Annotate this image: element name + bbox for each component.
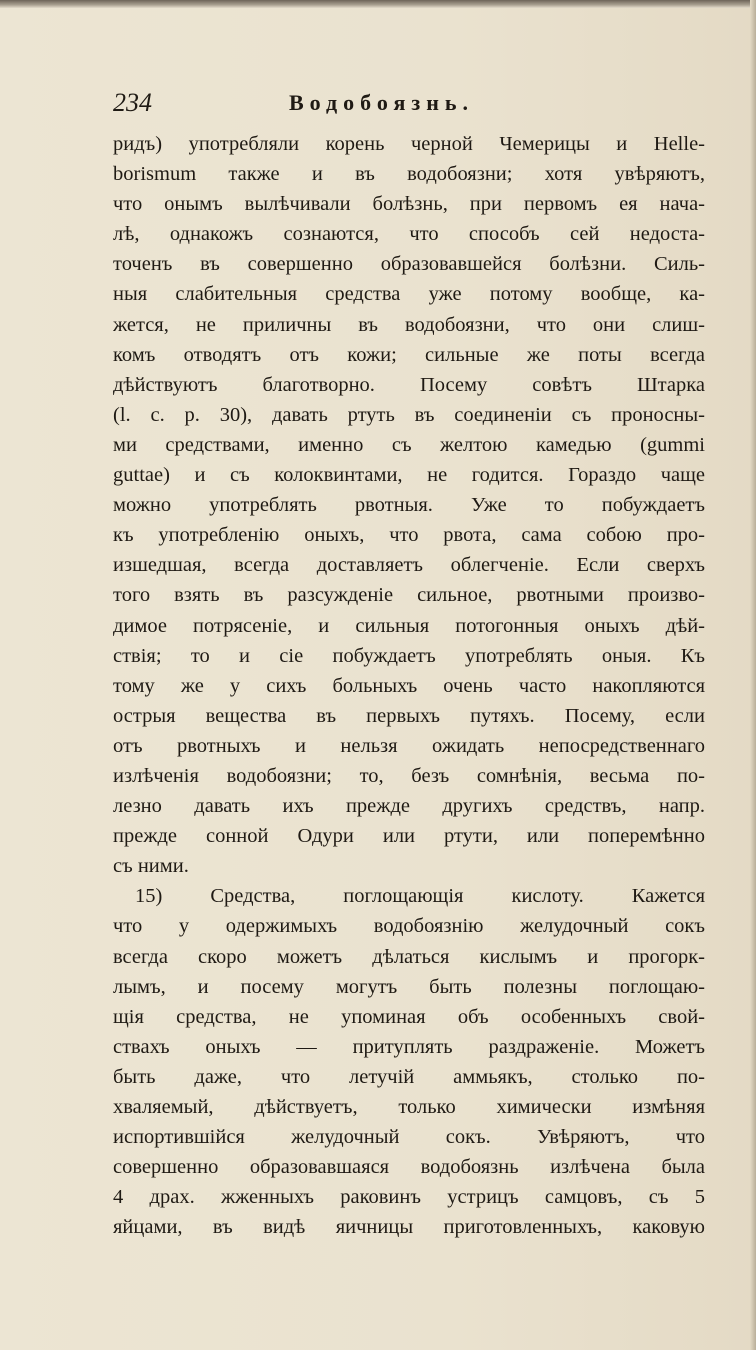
text-line: borismum также и въ водобоязни; хотя увѣряютъ,: [113, 163, 705, 186]
text-line: guttae) и съ колоквинтами, не годится. Гораздо чаще: [113, 464, 705, 487]
text-line: совершенно образовавшаяся водобоязнь излѣчена была: [113, 1156, 705, 1179]
text-line: 4 драх. жженныхъ раковинъ устрицъ самцовъ, съ 5: [113, 1186, 705, 1209]
text-line: къ употребленію оныхъ, что рвота, сама собою про-: [113, 524, 705, 547]
text-line: быть даже, что летучій аммьякъ, столько по-: [113, 1065, 705, 1088]
text-line: того взять въ разсужденіе сильное, рвотными произво-: [113, 584, 705, 607]
page-top-edge: [0, 0, 756, 8]
text-line: острыя вещества въ первыхъ путяхъ. Посему, если: [113, 704, 705, 727]
text-line: (l. c. p. 30), давать ртуть въ соединеніи съ проносны-: [113, 403, 705, 426]
page-number: 234: [113, 88, 152, 117]
print-speck: [474, 1222, 482, 1232]
text-line: щія средства, не упоминая объ особенныхъ свой-: [113, 1005, 705, 1028]
section-15-heading-line: 15) Средства, поглощающія кислоту. Кажется: [135, 885, 705, 908]
text-line: димое потрясеніе, и сильныя потогонныя оныхъ дѣй-: [113, 614, 705, 637]
text-line: что онымъ вылѣчивали болѣзнь, при первомъ ея нача-: [113, 193, 705, 216]
text-line: всегда скоро можетъ дѣлаться кислымъ и прогорк-: [113, 945, 705, 968]
paragraph-end-line: съ ними.: [113, 855, 189, 878]
text-line: излѣченія водобоязни; то, безъ сомнѣнія, весьма по-: [113, 764, 705, 787]
page-right-edge: [750, 0, 756, 1350]
text-line: ствахъ оныхъ — притуплять раздраженіе. Можетъ: [113, 1035, 705, 1058]
text-line: комъ отводятъ отъ кожи; сильные же поты всегда: [113, 343, 705, 366]
text-line: тому же у сихъ больныхъ очень часто накопляются: [113, 674, 705, 697]
text-line: хваляемый, дѣйствуетъ, только химически измѣняя: [113, 1096, 705, 1118]
text-line: яйцами, въ видѣ яичницы приготовленныхъ, каковую: [113, 1216, 705, 1239]
page-header: [113, 88, 703, 122]
text-line: можно употреблять рвотныя. Уже то побуждаетъ: [113, 494, 705, 517]
text-line: дѣйствуютъ благотворно. Посему совѣтъ Штарка: [113, 373, 705, 396]
text-line: лымъ, и посему могутъ быть полезны поглощаю-: [113, 975, 705, 998]
text-line: лезно давать ихъ прежде другихъ средствъ, напр.: [113, 795, 705, 818]
body-text: [113, 129, 705, 1242]
text-line: что у одержимыхъ водобоязнію желудочный сокъ: [113, 915, 705, 938]
text-line: изшедшая, всегда доставляетъ облегченіе. Если сверхъ: [113, 554, 705, 577]
text-line: прежде сонной Одури или ртути, или поперемѣнно: [113, 825, 705, 848]
text-line: ныя слабительныя средства уже потому вообще, ка-: [113, 283, 705, 306]
text-line: испортившійся желудочный сокъ. Увѣряютъ, что: [113, 1126, 705, 1149]
text-line: отъ рвотныхъ и нельзя ожидать непосредственнаго: [113, 734, 705, 757]
text-line: ствія; то и сіе побуждаетъ употреблять оныя. Къ: [113, 644, 705, 667]
text-line: ридъ) употребляли корень черной Чемерицы и Helle-: [113, 133, 705, 155]
text-line: точенъ въ совершенно образовавшейся болѣзни. Силь-: [113, 253, 705, 276]
text-line: жется, не приличны въ водобоязни, что они слиш-: [113, 313, 705, 336]
running-title: Водобоязнь.: [289, 90, 475, 115]
text-line: лѣ, однакожъ сознаются, что способъ сей недоста-: [113, 223, 705, 246]
text-line: ми средствами, именно съ желтою камедью (gummi: [113, 433, 705, 456]
